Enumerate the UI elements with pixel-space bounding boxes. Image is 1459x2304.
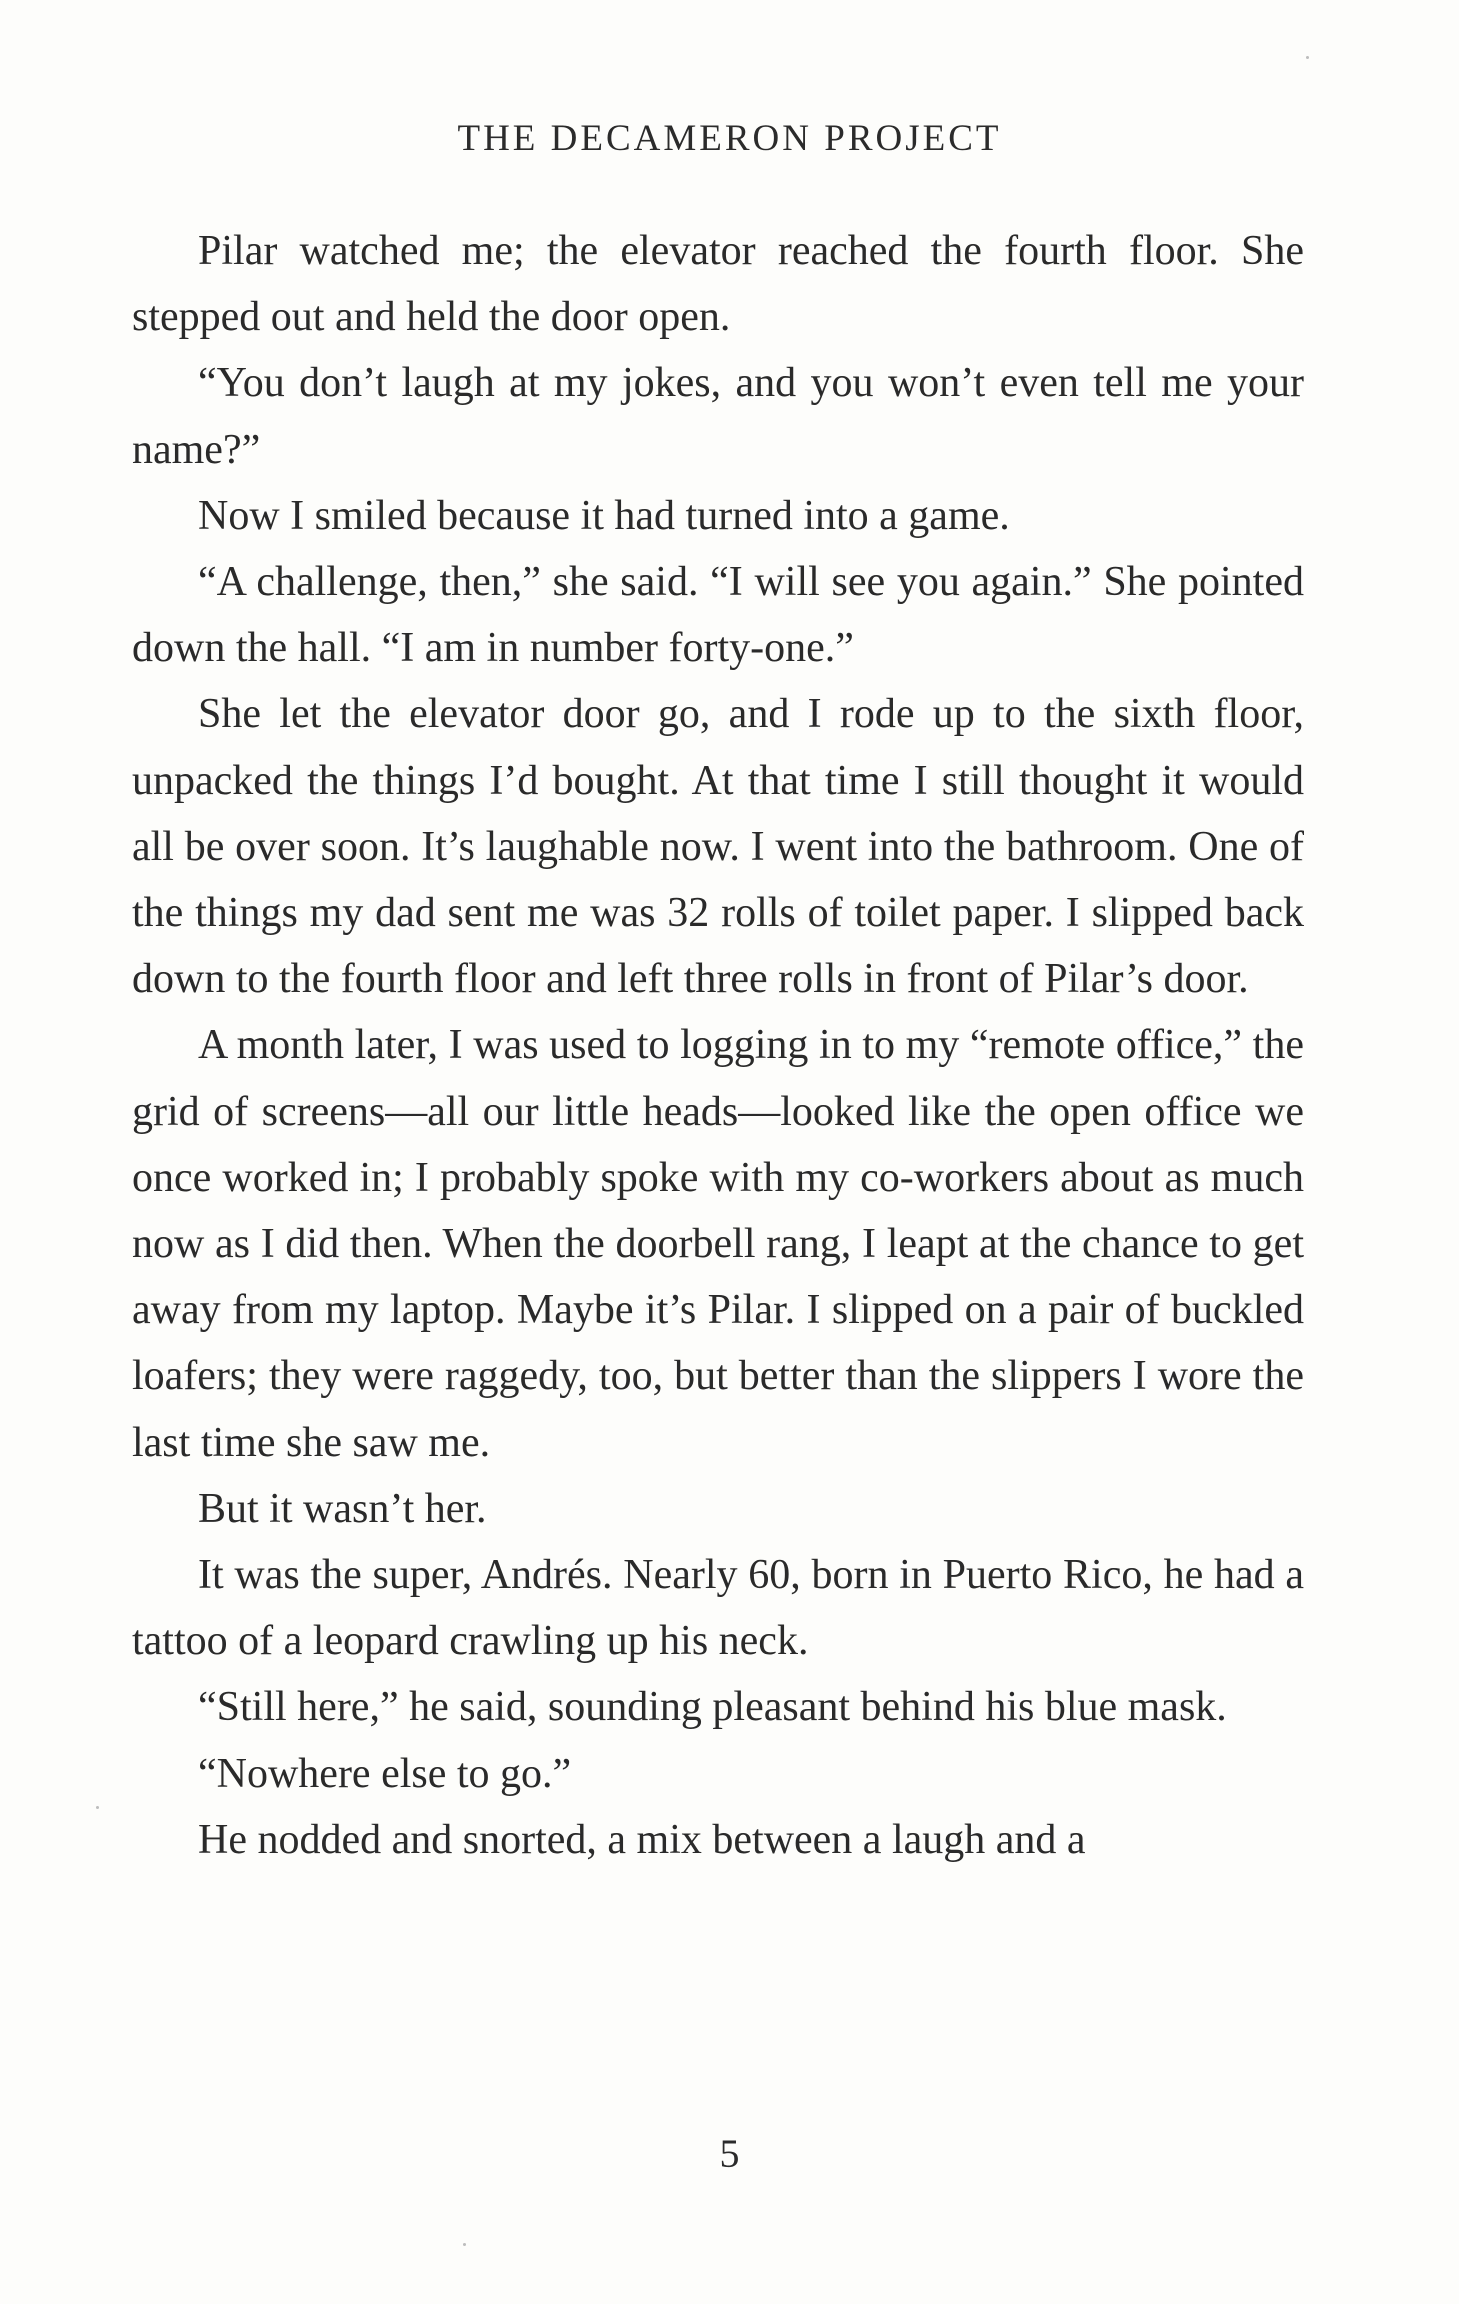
- body-text: [132, 218, 1304, 1873]
- page-number: 5: [719, 2131, 740, 2176]
- paper-speck: [1306, 56, 1309, 59]
- paragraph: “You don’t laugh at my jokes, and you won’t even tell me your name?”: [132, 360, 1304, 473]
- paragraph: “Still here,” he said, sounding pleasant behind his blue mask.: [198, 1684, 1227, 1731]
- paragraph: He nodded and snorted, a mix between a laugh and a: [198, 1816, 1086, 1863]
- paragraph: Now I smiled because it had turned into a game.: [198, 492, 1010, 539]
- running-head: THE DECAMERON PROJECT: [457, 118, 1002, 159]
- paragraph: “Nowhere else to go.”: [198, 1750, 572, 1797]
- paragraph: But it wasn’t her.: [198, 1485, 487, 1532]
- paragraph: “A challenge, then,” she said. “I will see you again.” She pointed down the hall. “I am in number forty-one.”: [132, 559, 1304, 672]
- paper-speck: [463, 2243, 466, 2246]
- paragraph: A month later, I was used to logging in to my “remote office,” the grid of screens—all our little heads—looked like the open office we once worked in; I probably spoke with my co-workers about as much now as I did then. When the doorbell rang, I leapt at the chance to get away from my laptop. Maybe it’s Pilar. I slipped on a pair of buckled loafers; they were raggedy, too, but better than the slippers I wore the last time she saw me.: [132, 1022, 1304, 1466]
- paragraph: Pilar watched me; the elevator reached the fourth floor. She stepped out and held the door open.: [132, 228, 1304, 341]
- paper-speck: [96, 1806, 99, 1809]
- paragraph: It was the super, Andrés. Nearly 60, born in Puerto Rico, he had a tattoo of a leopard crawling up his neck.: [132, 1552, 1304, 1665]
- paragraph: She let the elevator door go, and I rode up to the sixth floor, unpacked the things I’d bought. At that time I still thought it would all be over soon. It’s laughable now. I went into the bathroom. One of the things my dad sent me was 32 rolls of toilet paper. I slipped back down to the fourth floor and left three rolls in front of Pilar’s door.: [132, 691, 1304, 1003]
